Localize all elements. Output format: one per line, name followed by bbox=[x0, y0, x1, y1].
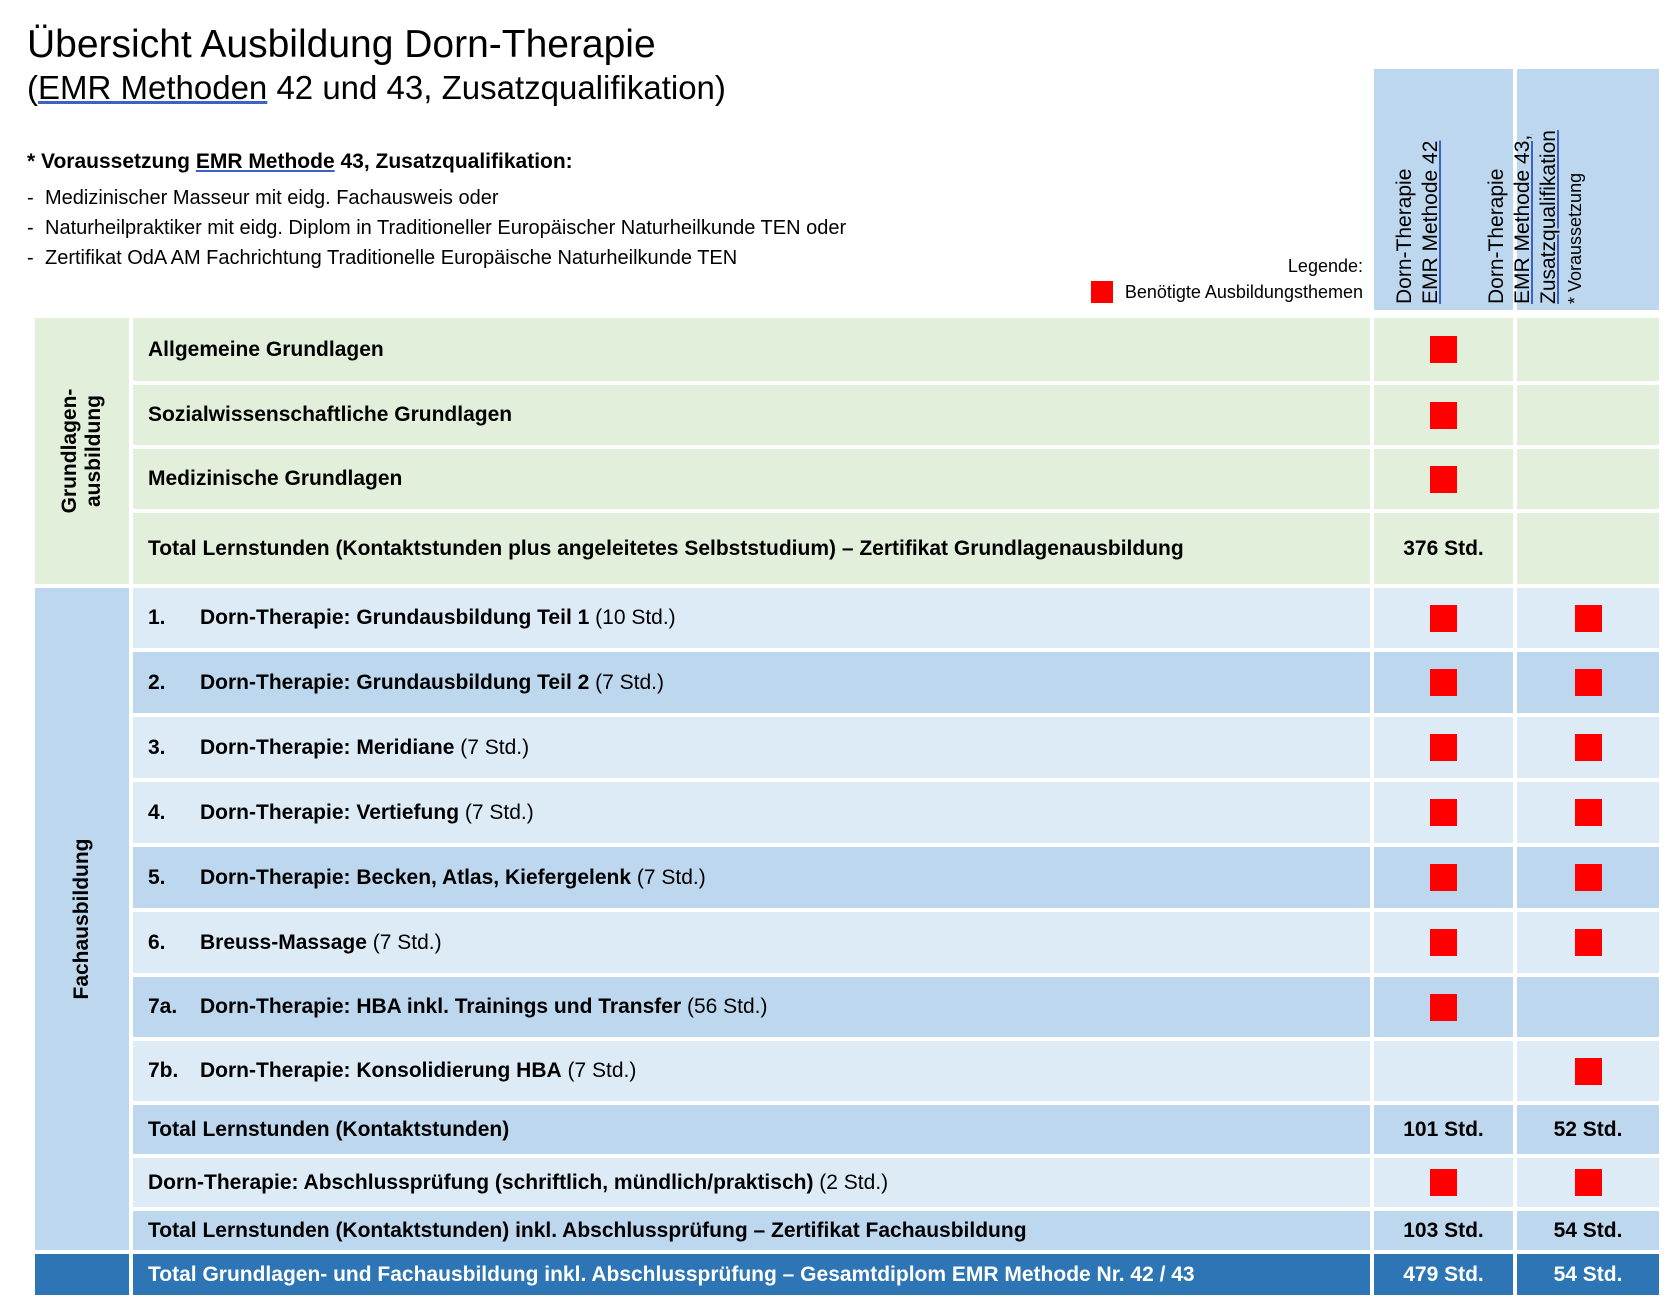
required-marker-icon bbox=[1430, 336, 1457, 363]
page-subtitle bbox=[27, 68, 726, 108]
prerequisite-suffix: 43, Zusatzqualifikation: bbox=[334, 150, 573, 173]
table-row bbox=[133, 717, 1659, 778]
row-number: 5. bbox=[148, 865, 166, 889]
grand-total-side bbox=[35, 1254, 129, 1295]
cell-emr42: 479 Std. bbox=[1374, 1254, 1513, 1295]
row-hours: (7 Std.) bbox=[636, 865, 706, 889]
cell-emr43 bbox=[1517, 977, 1659, 1037]
required-marker-icon bbox=[1430, 605, 1457, 632]
row-title: Dorn-Therapie: Konsolidierung HBA bbox=[200, 1059, 562, 1082]
row-label: Allgemeine Grundlagen bbox=[133, 318, 1370, 381]
table-row bbox=[133, 847, 1659, 908]
column-header-line: * Voraussetzung bbox=[1565, 172, 1585, 304]
table-row bbox=[133, 912, 1659, 973]
row-number: 3. bbox=[148, 735, 166, 759]
row-number: 6. bbox=[148, 930, 166, 954]
row-title: Breuss-Massage bbox=[200, 930, 367, 954]
subtitle-underlined: EMR Methoden bbox=[38, 69, 268, 106]
table-row bbox=[133, 1158, 1659, 1207]
cell-emr43: 54 Std. bbox=[1517, 1254, 1659, 1295]
cell-emr43 bbox=[1517, 912, 1659, 973]
section-grundlagen bbox=[35, 318, 129, 584]
required-marker-icon bbox=[1575, 1169, 1602, 1196]
row-label bbox=[133, 588, 1370, 648]
cell-emr42 bbox=[1374, 1041, 1513, 1101]
column-header-emr43 bbox=[1485, 69, 1659, 310]
prerequisite-prefix: * Voraussetzung bbox=[27, 150, 196, 173]
required-marker-icon bbox=[1575, 864, 1602, 891]
cell-emr42 bbox=[1374, 385, 1513, 445]
row-title: Dorn-Therapie: Vertiefung bbox=[200, 800, 460, 824]
row-label: Total Lernstunden (Kontaktstunden) bbox=[133, 1105, 1370, 1154]
section-fach-label: Fachausbildung bbox=[70, 838, 93, 1000]
required-marker-icon bbox=[1430, 994, 1457, 1021]
prerequisite-list bbox=[27, 183, 846, 273]
cell-emr43 bbox=[1517, 513, 1659, 584]
row-title: Dorn-Therapie: Becken, Atlas, Kiefergelenk bbox=[200, 865, 632, 889]
row-label: Sozialwissenschaftliche Grundlagen bbox=[133, 385, 1370, 445]
table-row bbox=[133, 318, 1659, 381]
legend-item bbox=[1091, 281, 1363, 303]
row-number: 7b. bbox=[148, 1059, 179, 1082]
cell-emr42: 101 Std. bbox=[1374, 1105, 1513, 1154]
row-number: 1. bbox=[148, 606, 166, 629]
row-title: Dorn-Therapie: Grundausbildung Teil 2 bbox=[200, 670, 590, 694]
table-row-total bbox=[133, 1211, 1659, 1250]
row-title: Dorn-Therapie: Meridiane bbox=[200, 735, 455, 759]
row-hours: (2 Std.) bbox=[819, 1170, 889, 1194]
cell-emr42 bbox=[1374, 318, 1513, 381]
cell-emr43 bbox=[1517, 385, 1659, 445]
table-row bbox=[133, 385, 1659, 445]
table-row bbox=[133, 588, 1659, 648]
required-marker-icon bbox=[1575, 799, 1602, 826]
required-marker-icon bbox=[1575, 929, 1602, 956]
column-header-text bbox=[1392, 141, 1444, 304]
row-hours: (7 Std.) bbox=[464, 800, 534, 824]
column-header-line: EMR Methode 42 bbox=[1418, 140, 1442, 304]
row-hours: (7 Std.) bbox=[372, 930, 442, 954]
row-number: 2. bbox=[148, 670, 166, 694]
cell-emr43 bbox=[1517, 782, 1659, 843]
required-marker-icon bbox=[1430, 466, 1457, 493]
row-label bbox=[133, 652, 1370, 713]
row-title: Dorn-Therapie: HBA inkl. Trainings und Transfer bbox=[200, 995, 682, 1018]
section-fach bbox=[35, 588, 129, 1250]
row-label bbox=[133, 912, 1370, 973]
required-marker-icon bbox=[1430, 402, 1457, 429]
cell-emr43 bbox=[1517, 318, 1659, 381]
row-label bbox=[133, 847, 1370, 908]
prerequisite-underlined: EMR Methode bbox=[195, 150, 335, 173]
table-row bbox=[133, 449, 1659, 509]
legend-marker-icon bbox=[1091, 281, 1113, 303]
row-label bbox=[133, 717, 1370, 778]
subtitle-open: ( bbox=[27, 69, 38, 106]
cell-emr43 bbox=[1517, 847, 1659, 908]
required-marker-icon bbox=[1430, 1169, 1457, 1196]
cell-emr42: 376 Std. bbox=[1374, 513, 1513, 584]
row-number: 7a. bbox=[148, 995, 178, 1018]
column-header-line: Zusatzqualifikation bbox=[1537, 130, 1560, 304]
table-row bbox=[133, 652, 1659, 713]
cell-emr42: 103 Std. bbox=[1374, 1211, 1513, 1250]
prerequisite-heading bbox=[27, 150, 573, 174]
required-marker-icon bbox=[1575, 1058, 1602, 1085]
subtitle-rest: 42 und 43, Zusatzqualifikation) bbox=[267, 69, 726, 106]
column-header-line: EMR Methode 43, bbox=[1511, 134, 1534, 304]
column-header-line: Dorn-Therapie bbox=[1392, 168, 1416, 304]
row-hours: (7 Std.) bbox=[595, 670, 664, 694]
column-header-line: Dorn-Therapie bbox=[1485, 168, 1508, 304]
row-hours: (7 Std.) bbox=[567, 1059, 637, 1082]
table-row-total bbox=[133, 513, 1659, 584]
table-row bbox=[133, 1041, 1659, 1101]
section-grundlagen-label bbox=[58, 389, 106, 514]
cell-emr42 bbox=[1374, 912, 1513, 973]
cell-emr42 bbox=[1374, 782, 1513, 843]
cell-emr43 bbox=[1517, 652, 1659, 713]
prerequisite-item: - Zertifikat OdA AM Fachrichtung Traditionelle Europäische Naturheilkunde TEN bbox=[27, 243, 846, 273]
cell-emr42 bbox=[1374, 717, 1513, 778]
cell-emr42 bbox=[1374, 449, 1513, 509]
cell-emr42 bbox=[1374, 588, 1513, 648]
cell-emr42 bbox=[1374, 977, 1513, 1037]
required-marker-icon bbox=[1575, 605, 1602, 632]
row-label bbox=[133, 1158, 1370, 1207]
cell-emr42 bbox=[1374, 847, 1513, 908]
table-row-total bbox=[133, 1105, 1659, 1154]
row-label bbox=[133, 1041, 1370, 1101]
required-marker-icon bbox=[1575, 734, 1602, 761]
table-row-grand-total bbox=[35, 1254, 1659, 1295]
required-marker-icon bbox=[1430, 734, 1457, 761]
cell-emr42 bbox=[1374, 652, 1513, 713]
required-marker-icon bbox=[1430, 799, 1457, 826]
table-row bbox=[133, 782, 1659, 843]
required-marker-icon bbox=[1430, 669, 1457, 696]
cell-emr43 bbox=[1517, 1041, 1659, 1101]
row-hours: (56 Std.) bbox=[686, 995, 768, 1018]
row-label bbox=[133, 782, 1370, 843]
page-title: Übersicht Ausbildung Dorn-Therapie bbox=[27, 23, 656, 66]
cell-emr42 bbox=[1374, 1158, 1513, 1207]
prerequisite-item: - Naturheilpraktiker mit eidg. Diplom in Traditioneller Europäischer Naturheilkunde TEN oder bbox=[27, 213, 846, 243]
legend-text: Benötigte Ausbildungsthemen bbox=[1124, 281, 1363, 302]
required-marker-icon bbox=[1430, 929, 1457, 956]
cell-emr43 bbox=[1517, 588, 1659, 648]
prerequisite-item: - Medizinischer Masseur mit eidg. Fachausweis oder bbox=[27, 183, 846, 213]
row-label bbox=[133, 977, 1370, 1037]
section-label-line: Grundlagen- bbox=[58, 388, 81, 514]
required-marker-icon bbox=[1430, 864, 1457, 891]
section-label-line: ausbildung bbox=[82, 395, 105, 507]
cell-emr43 bbox=[1517, 1158, 1659, 1207]
row-label: Total Lernstunden (Kontaktstunden plus angeleitetes Selbststudium) – Zertifikat Grundlagenausbildung bbox=[133, 513, 1370, 584]
cell-emr43 bbox=[1517, 449, 1659, 509]
row-label: Medizinische Grundlagen bbox=[133, 449, 1370, 509]
row-hours: (10 Std.) bbox=[595, 606, 676, 629]
row-label: Total Lernstunden (Kontaktstunden) inkl. Abschlussprüfung – Zertifikat Fachausbildung bbox=[133, 1211, 1370, 1250]
row-hours: (7 Std.) bbox=[460, 735, 530, 759]
row-title: Dorn-Therapie: Grundausbildung Teil 1 bbox=[200, 606, 590, 629]
column-header-text bbox=[1484, 130, 1588, 304]
row-number: 4. bbox=[148, 800, 166, 824]
cell-emr43: 54 Std. bbox=[1517, 1211, 1659, 1250]
row-title: Dorn-Therapie: Abschlussprüfung (schriftlich, mündlich/praktisch) bbox=[148, 1170, 814, 1194]
cell-emr43: 52 Std. bbox=[1517, 1105, 1659, 1154]
required-marker-icon bbox=[1575, 669, 1602, 696]
legend-label: Legende: bbox=[1287, 256, 1363, 276]
table-row bbox=[133, 977, 1659, 1037]
row-label: Total Grundlagen- und Fachausbildung inkl. Abschlussprüfung – Gesamtdiplom EMR Methode Nr. 42 / 43 bbox=[133, 1254, 1370, 1295]
cell-emr43 bbox=[1517, 717, 1659, 778]
